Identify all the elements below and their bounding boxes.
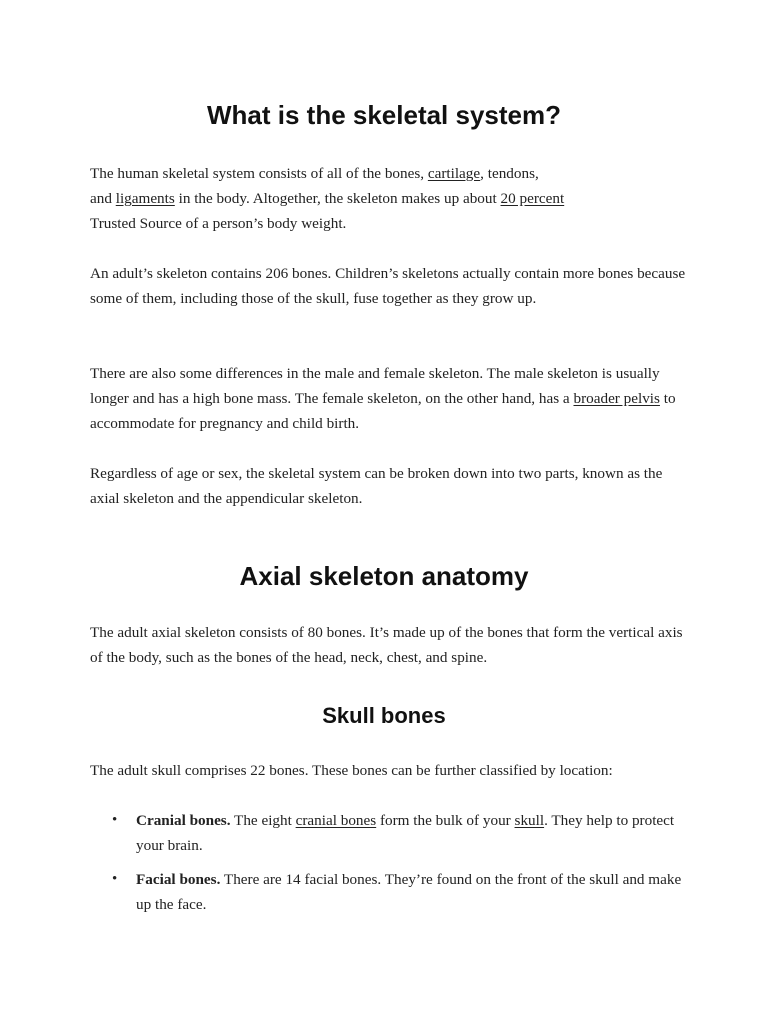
link-cranial-bones[interactable]: cranial bones [295,812,377,829]
text: There are also some differences in the male and female skeleton. The male skeleton is usually longer and has a high bone mass. The female skeleton, on the other hand, has a [90,365,660,407]
paragraph-differences [90,361,690,436]
paragraph-intro [90,161,690,236]
link-skull[interactable]: skull [514,812,545,829]
link-cartilage[interactable]: cartilage [427,165,481,182]
paragraph-skull: The adult skull comprises 22 bones. These bones can be further classified by location: [90,762,613,779]
page-title: What is the skeletal system? [206,100,562,130]
subsection-heading-skull: Skull bones [322,703,446,728]
paragraph-bone-count: An adult’s skeleton contains 206 bones. Children’s skeletons actually contain more bones because some of them, including those of the skull, fuse together as they grow up. [90,265,686,307]
section-heading-axial: Axial skeleton anatomy [239,561,529,591]
text: in the body. Altogether, the skeleton makes up about [174,190,501,207]
text: . They help to protect your brain. [136,812,675,854]
list-item [90,808,690,858]
list-item-term: Cranial bones. [136,812,231,829]
text: form the bulk of your [376,812,515,829]
text: The human skeletal system consists of all of the bones, [90,165,428,182]
list-item-term: Facial bones. [136,871,221,888]
link-ligaments[interactable]: ligaments [115,190,175,207]
text: and [90,190,116,207]
text: There are 14 facial bones. They’re found on the front of the skull and make up the face. [136,871,682,913]
bullet-icon: • [112,812,118,828]
text: Trusted Source of a person’s body weight. [90,215,347,232]
list-item [90,867,690,917]
link-broader-pelvis[interactable]: broader pelvis [573,390,660,407]
text: , tendons, [480,165,539,182]
skull-bone-list [90,808,690,926]
text: The eight [230,812,296,829]
paragraph-two-parts: Regardless of age or sex, the skeletal system can be broken down into two parts, known as the axial skeleton and the appendicular skeleton. [90,465,663,507]
paragraph-axial: The adult axial skeleton consists of 80 bones. It’s made up of the bones that form the vertical axis of the body, such as the bones of the head, neck, chest, and spine. [90,624,683,666]
link-20-percent[interactable]: 20 percent [500,190,565,207]
bullet-icon: • [112,871,118,887]
text: to accommodate for pregnancy and child birth. [90,390,676,432]
